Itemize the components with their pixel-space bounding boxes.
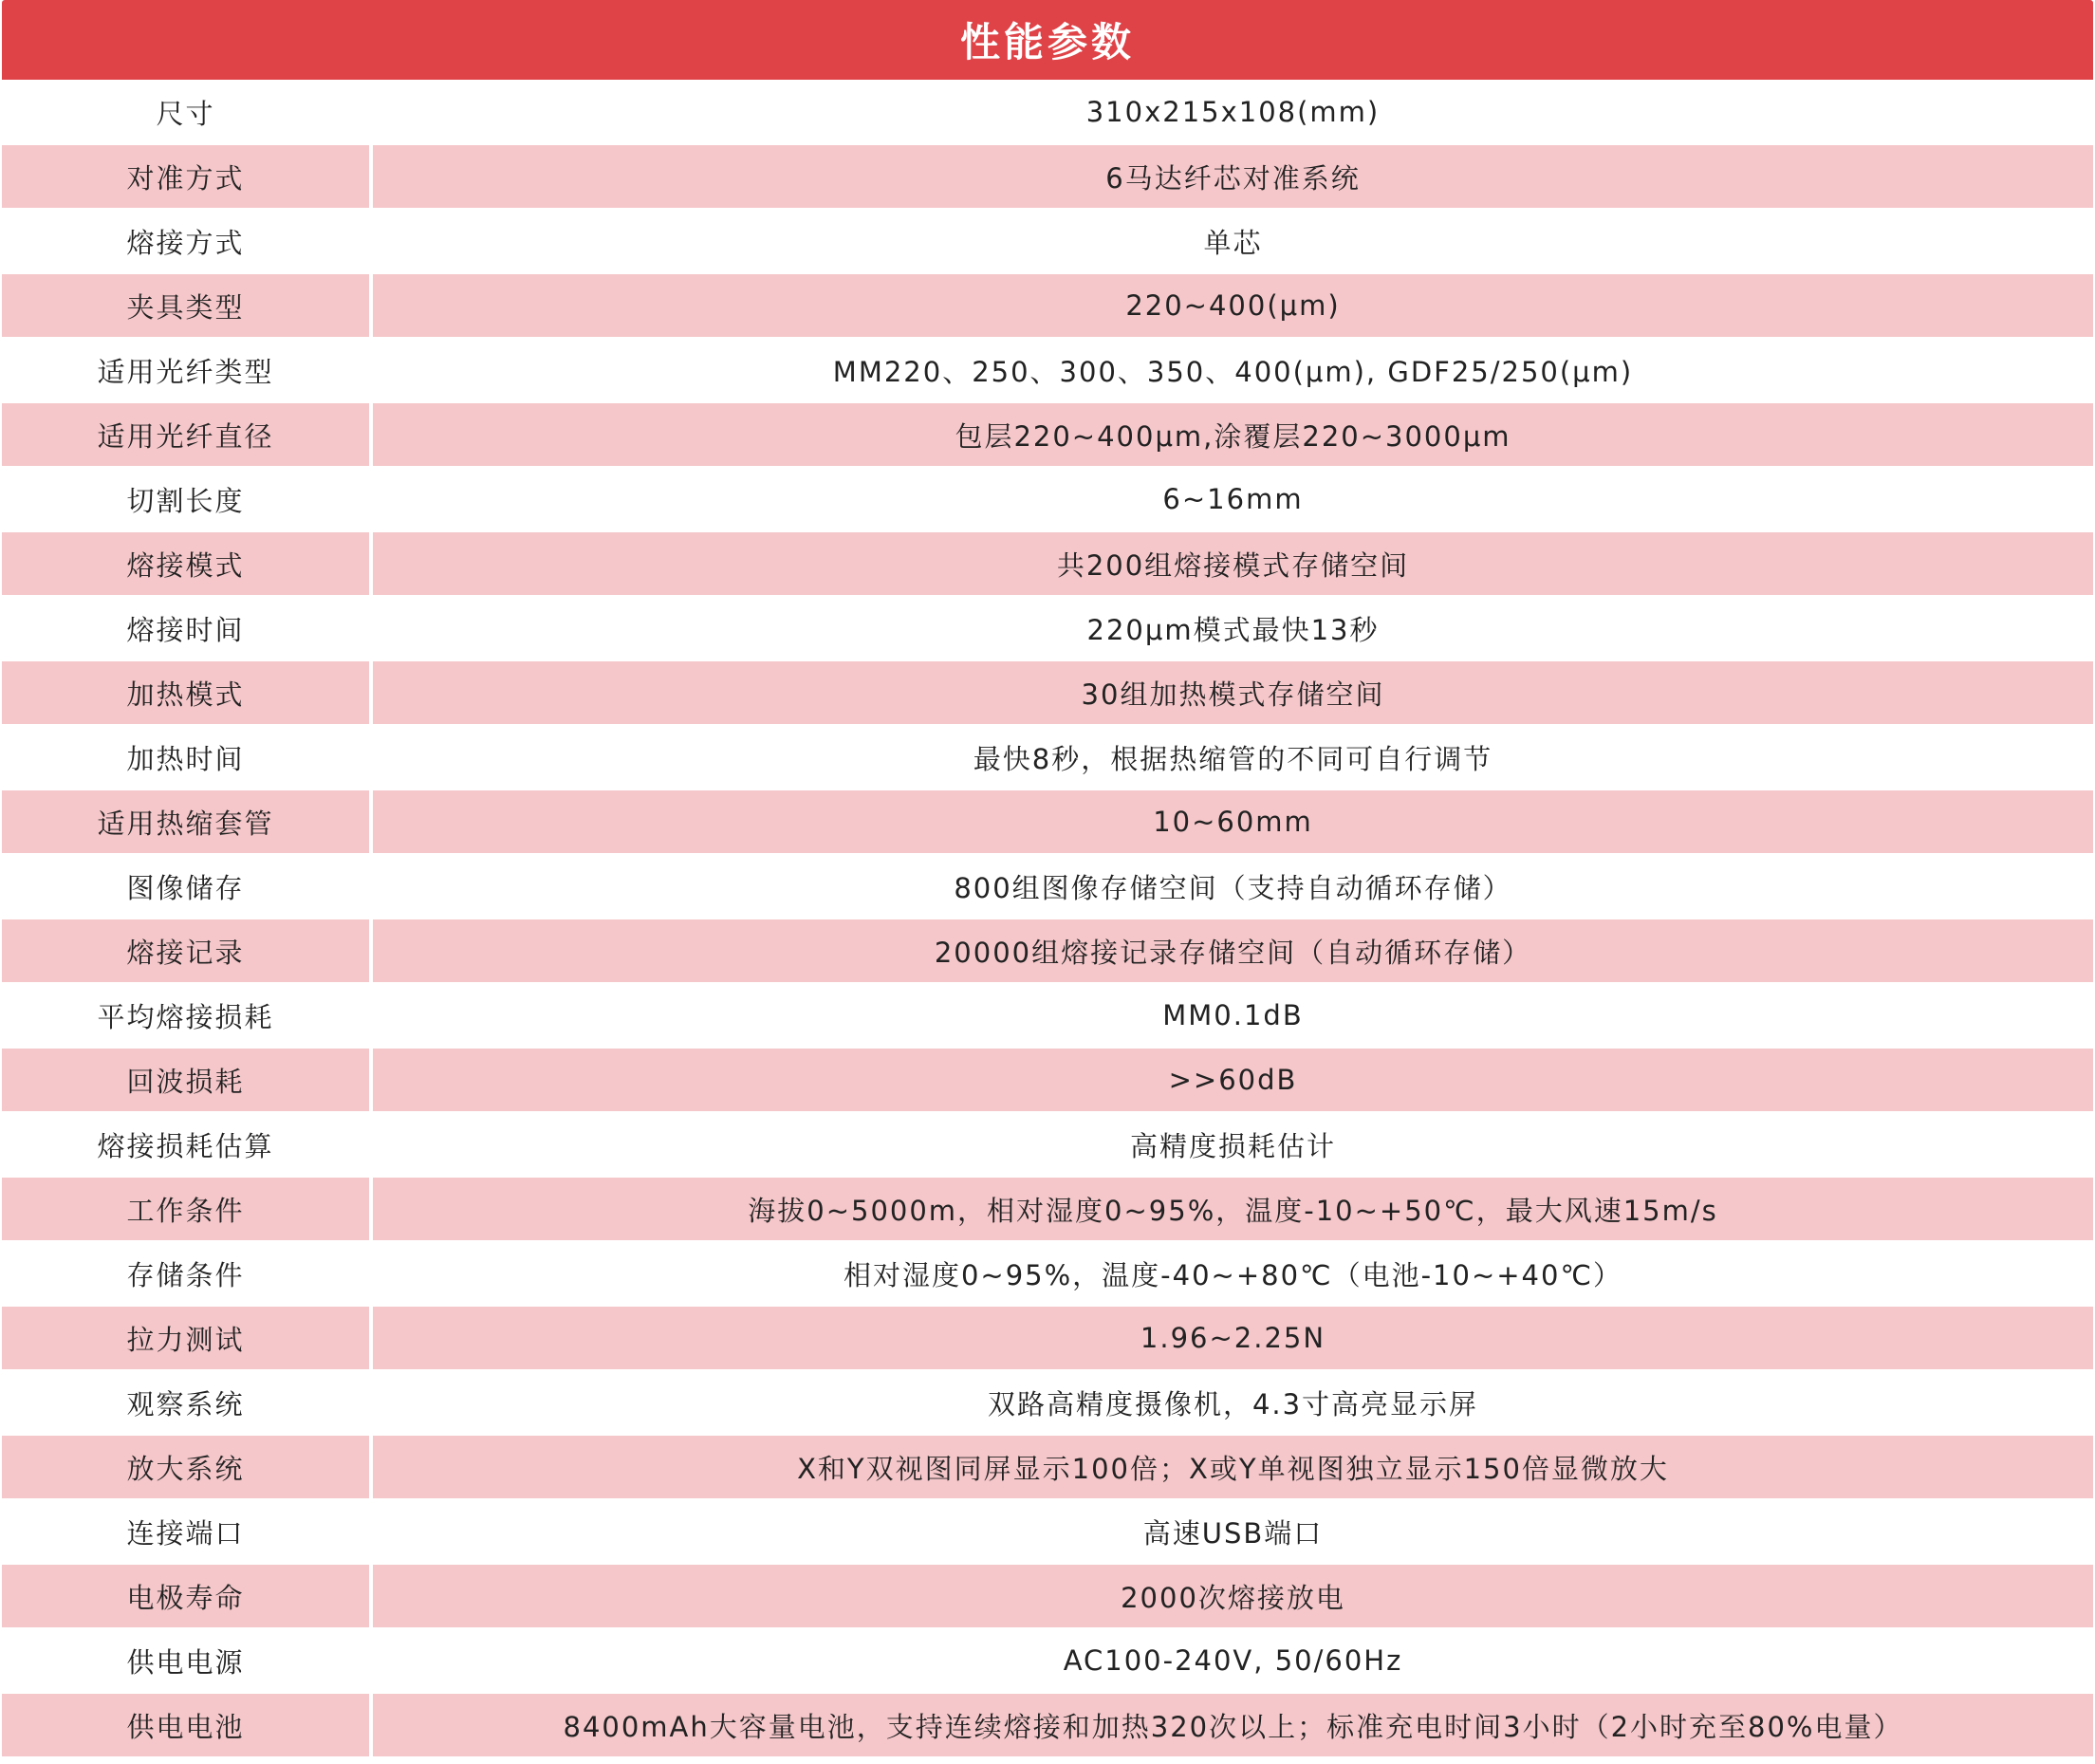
row-value: 8400mAh大容量电池，支持连续熔接和加热320次以上；标准充电时间3小时（2小时充至80%电量）	[373, 1694, 2093, 1756]
row-label: 熔接方式	[126, 226, 245, 259]
row-label: 夹具类型	[2, 274, 369, 337]
table-row	[0, 274, 2095, 337]
table-row	[0, 661, 2095, 724]
table-row	[0, 1499, 2095, 1564]
table-row	[0, 1112, 2095, 1177]
row-label: 电极寿命	[2, 1565, 369, 1627]
table-row	[0, 854, 2095, 919]
row-label: 加热模式	[2, 661, 369, 724]
row-value: 高速USB端口	[1142, 1516, 1324, 1550]
row-value: MM0.1dB	[1162, 999, 1304, 1031]
row-value: 高精度损耗估计	[1129, 1129, 1336, 1162]
row-value: 相对湿度0~95%，温度-40~+80℃（电池-10~+40℃）	[843, 1258, 1623, 1291]
table-row	[0, 1178, 2095, 1240]
row-label: 图像储存	[126, 871, 245, 904]
row-label: 适用热缩套管	[2, 790, 369, 853]
row-label: 适用光纤直径	[2, 403, 369, 466]
row-value: 6~16mm	[1162, 483, 1304, 515]
row-value: 30组加热模式存储空间	[373, 661, 2093, 724]
row-value: 220~400(μm)	[373, 274, 2093, 337]
table-row	[0, 983, 2095, 1048]
row-label: 熔接损耗估算	[97, 1129, 274, 1162]
table-title: 性能参数	[2, 0, 2093, 80]
row-label: 连接端口	[126, 1516, 245, 1550]
row-value: 双路高精度摄像机，4.3寸高亮显示屏	[987, 1387, 1479, 1420]
row-value: 单芯	[1203, 226, 1263, 259]
table-row	[0, 1049, 2095, 1111]
table-row	[0, 1436, 2095, 1498]
table-row	[0, 596, 2095, 660]
table-row	[0, 145, 2095, 208]
row-label: 平均熔接损耗	[97, 1000, 274, 1033]
row-value: 310x215x108(mm)	[1085, 96, 1381, 128]
row-value: 220μm模式最快13秒	[1086, 613, 1380, 646]
row-label: 工作条件	[2, 1178, 369, 1240]
row-value: MM220、250、300、350、400(μm), GDF25/250(μm)	[832, 355, 1634, 388]
table-row	[0, 1370, 2095, 1435]
row-label: 熔接时间	[126, 613, 245, 646]
row-label: 放大系统	[2, 1436, 369, 1498]
row-label: 供电电源	[126, 1645, 245, 1679]
row-label: 加热时间	[126, 742, 245, 775]
table-row	[0, 467, 2095, 531]
row-value: X和Y双视图同屏显示100倍；X或Y单视图独立显示150倍显微放大	[373, 1436, 2093, 1498]
table-row	[0, 1307, 2095, 1369]
row-label: 观察系统	[126, 1387, 245, 1420]
row-value: >>60dB	[373, 1049, 2093, 1111]
row-value: AC100-240V, 50/60Hz	[1063, 1644, 1403, 1677]
table-row	[0, 209, 2095, 273]
row-value: 1.96~2.25N	[373, 1307, 2093, 1369]
row-value: 800组图像存储空间（支持自动循环存储）	[954, 871, 1512, 904]
table-row	[0, 790, 2095, 853]
row-label: 熔接模式	[2, 532, 369, 595]
table-row	[0, 1565, 2095, 1627]
row-value: 包层220~400μm,涂覆层220~3000μm	[373, 403, 2093, 466]
row-label: 尺寸	[156, 97, 215, 130]
table-row	[0, 1694, 2095, 1756]
row-label: 熔接记录	[2, 919, 369, 982]
table-row	[0, 919, 2095, 982]
row-value: 共200组熔接模式存储空间	[373, 532, 2093, 595]
row-label: 拉力测试	[2, 1307, 369, 1369]
row-label: 存储条件	[126, 1258, 245, 1291]
row-value: 6马达纤芯对准系统	[373, 145, 2093, 208]
table-row	[0, 338, 2095, 402]
table-row	[0, 532, 2095, 595]
table-row	[0, 1241, 2095, 1306]
table-body	[0, 80, 2095, 1756]
row-value: 2000次熔接放电	[373, 1565, 2093, 1627]
row-value: 10~60mm	[373, 790, 2093, 853]
row-label: 适用光纤类型	[97, 355, 274, 388]
table-row	[0, 80, 2095, 144]
row-label: 切割长度	[126, 484, 245, 517]
row-label: 回波损耗	[2, 1049, 369, 1111]
table-row	[0, 1628, 2095, 1693]
row-value: 20000组熔接记录存储空间（自动循环存储）	[373, 919, 2093, 982]
row-label: 供电电池	[2, 1694, 369, 1756]
row-label: 对准方式	[2, 145, 369, 208]
table-row	[0, 403, 2095, 466]
table-row	[0, 725, 2095, 789]
row-value: 海拔0~5000m，相对湿度0~95%，温度-10~+50℃，最大风速15m/s	[373, 1178, 2093, 1240]
row-value: 最快8秒，根据热缩管的不同可自行调节	[973, 742, 1493, 775]
